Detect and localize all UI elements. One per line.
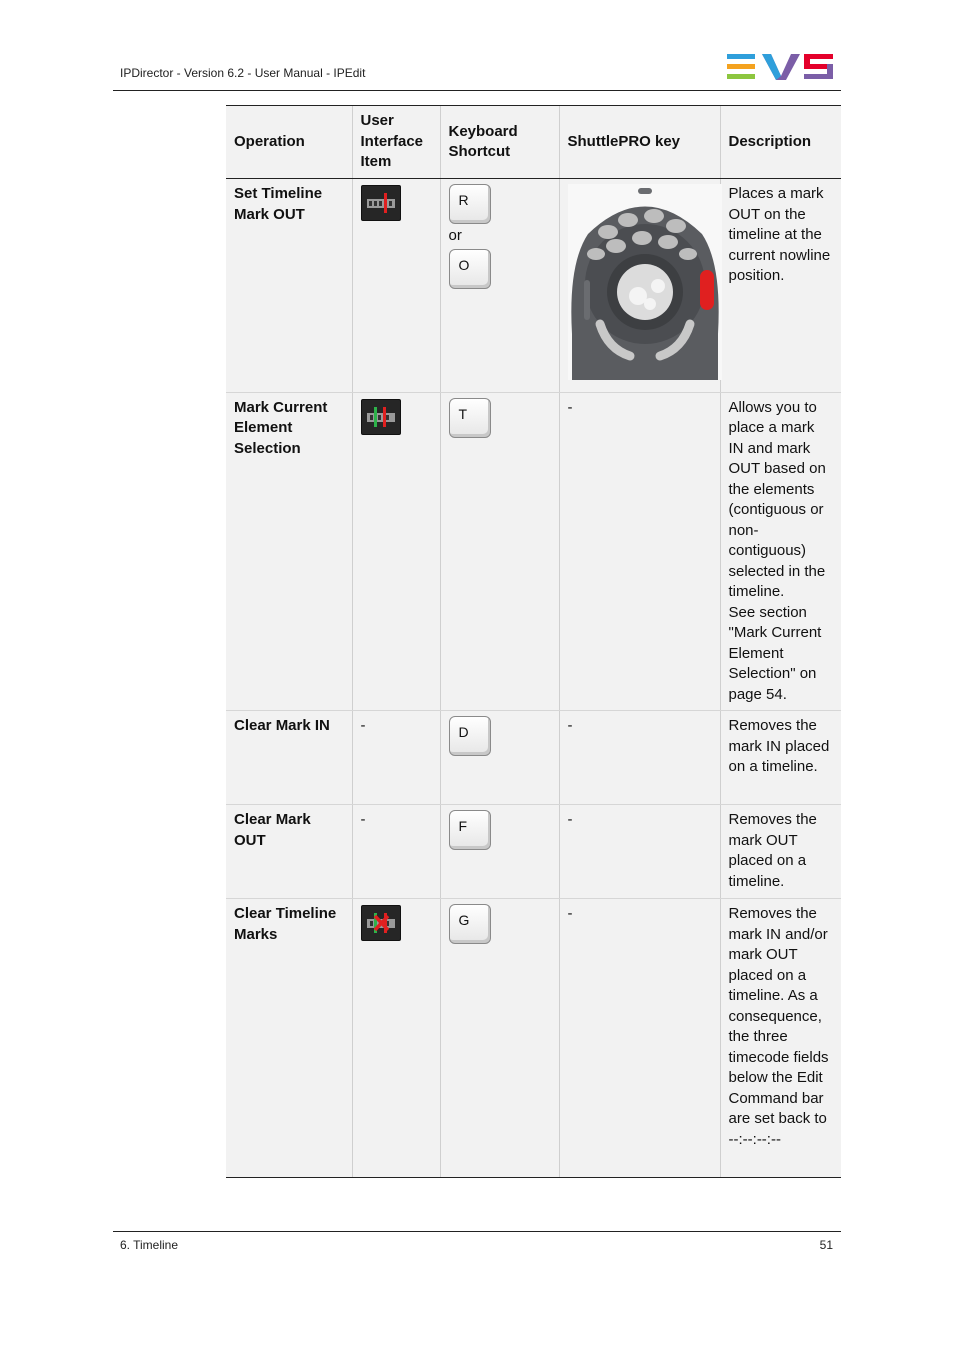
mark-current-element-icon	[361, 399, 401, 435]
header-description: Description	[720, 106, 841, 179]
clear-marks-icon	[361, 905, 401, 941]
description-cell: Removes the mark IN placed on a timeline.	[720, 711, 841, 805]
description-text: Allows you to place a mark IN and mark OUT based on the elements (contiguous or non-contiguous) selected in the timeline.	[728, 398, 826, 600]
header-keyboard-shortcut: Keyboard Shortcut	[440, 106, 559, 179]
ui-item-cell	[352, 179, 440, 393]
shortcut-cell	[440, 392, 559, 711]
footer-page-number: 51	[819, 1238, 833, 1252]
shortcut-cell	[440, 805, 559, 899]
operation-cell: Set Timeline Mark OUT	[226, 179, 352, 393]
table-row	[226, 899, 841, 1178]
key-label: G	[458, 912, 470, 928]
key-label: T	[458, 405, 468, 422]
key-d	[449, 716, 491, 756]
ui-item-cell: -	[352, 805, 440, 899]
header-operation: Operation	[226, 106, 352, 179]
description-cell: Removes the mark IN and/or mark OUT placed on a timeline. As a consequence, the three timecode fields below the Edit Command bar are set back to --:--:--:--	[720, 899, 841, 1178]
shuttle-cell: -	[559, 805, 720, 899]
operation-cell: Clear Mark IN	[226, 711, 352, 805]
key-g	[449, 904, 491, 944]
key-label: R	[458, 192, 469, 208]
key-label: O	[458, 256, 470, 273]
shuttle-cell: -	[559, 392, 720, 711]
description-cell: Removes the mark OUT placed on a timeline.	[720, 805, 841, 899]
shuttle-cell: -	[559, 899, 720, 1178]
key-o	[449, 249, 491, 289]
table-row	[226, 805, 841, 899]
header-divider	[113, 90, 841, 91]
footer-chapter: 6. Timeline	[120, 1238, 179, 1252]
ui-item-cell	[352, 392, 440, 711]
operation-cell: Clear Mark OUT	[226, 805, 352, 899]
shortcut-cell	[440, 899, 559, 1178]
operation-cell: Clear Timeline Marks	[226, 899, 352, 1178]
footer-divider	[113, 1231, 841, 1232]
shortcut-cell	[440, 179, 559, 393]
description-cell: Places a mark OUT on the timeline at the current nowline position.	[720, 179, 841, 393]
table-header-row	[226, 106, 841, 179]
table-row	[226, 179, 841, 393]
key-r	[449, 184, 491, 224]
or-text: or	[448, 227, 462, 244]
header-ui-item: User Interface Item	[352, 106, 440, 179]
evs-logo	[726, 52, 834, 82]
description-cell	[720, 392, 841, 711]
document-header-title: IPDirector - Version 6.2 - User Manual - IPEdit	[120, 66, 366, 80]
cross-reference-text: See section "Mark Current Element Selection" on page 54.	[728, 603, 822, 703]
key-label: F	[458, 818, 468, 834]
operations-table	[226, 105, 841, 1178]
ui-item-cell: -	[352, 711, 440, 805]
ui-item-cell	[352, 899, 440, 1178]
shortcut-cell	[440, 711, 559, 805]
key-label: D	[458, 724, 469, 740]
shuttlepro-device-image	[568, 184, 722, 380]
header-shuttlepro-key: ShuttlePRO key	[559, 106, 720, 179]
table-row	[226, 392, 841, 711]
shuttle-cell: -	[559, 711, 720, 805]
key-t	[449, 398, 491, 438]
shuttle-cell	[559, 179, 720, 393]
table-row	[226, 711, 841, 805]
mark-out-icon	[361, 185, 401, 221]
key-f	[449, 810, 491, 850]
operation-cell: Mark Current Element Selection	[226, 392, 352, 711]
